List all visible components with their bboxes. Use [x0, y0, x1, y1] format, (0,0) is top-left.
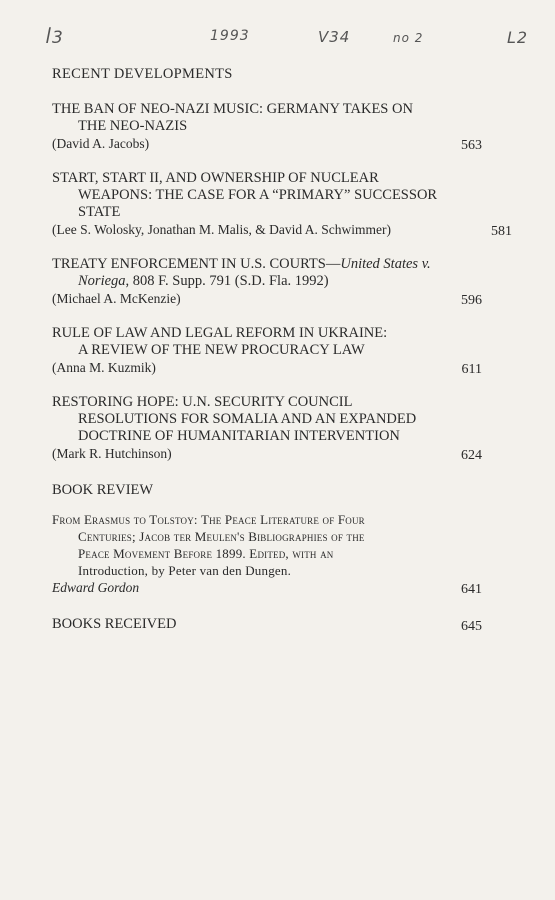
entry-author: (Michael A. McKenzie) — [52, 291, 181, 306]
handwritten-mark-5: L2 — [507, 28, 529, 47]
entry-author: (Anna M. Kuzmik) — [52, 360, 156, 375]
entry-title: THE BAN OF NEO-NAZI MUSIC: GERMANY TAKES ON THE NEO-NAZIS — [52, 101, 413, 134]
entry-title: TREATY ENFORCEMENT IN U.S. COURTS—United States v. Noriega, 808 F. Supp. 791 (S.D. Fla. 1992) — [52, 256, 431, 289]
entry-page-number: 641 — [461, 582, 482, 597]
entry-title: RESTORING HOPE: U.N. SECURITY COUNCIL RESOLUTIONS FOR SOMALIA AND AN EXPANDED DOCTRINE OF HUMANITARIAN INTERVENTION — [52, 394, 417, 444]
toc-entry — [52, 170, 512, 239]
toc-entry — [52, 256, 482, 307]
entry-page-number: 596 — [461, 293, 482, 308]
entry-author: (Mark R. Hutchinson) — [52, 446, 172, 461]
entry-title: START, START II, AND OWNERSHIP OF NUCLEAR WEAPONS: THE CASE FOR A “PRIMARY” SUCCESSOR STATE — [52, 170, 438, 220]
section-heading-recent-developments: RECENT DEVELOPMENTS — [52, 66, 233, 82]
entry-author: (Lee S. Wolosky, Jonathan M. Malis, & David A. Schwimmer) — [52, 222, 392, 237]
handwritten-mark-volume: V34 — [318, 28, 351, 46]
entry-page-number: 624 — [461, 448, 482, 463]
handwritten-mark-number: no 2 — [393, 31, 424, 45]
table-of-contents — [52, 66, 512, 649]
entry-page-number: 563 — [461, 138, 482, 153]
section-heading-book-review: BOOK REVIEW — [52, 482, 154, 498]
review-title: From Erasmus to Tolstoy: The Peace Literature of Four Centuries; Jacob ter Meulen's Bibliographies of the Peace Movement Before 1899. Edited, with an Introduction, by Peter van den Dungen. — [52, 512, 365, 578]
toc-entry — [52, 394, 482, 462]
entry-author: (David A. Jacobs) — [52, 136, 150, 151]
toc-entry-books-received — [52, 616, 482, 633]
toc-entry — [52, 101, 482, 152]
handwritten-mark-1: ꟾ3 — [46, 28, 64, 48]
entry-page-number: 645 — [461, 619, 482, 634]
entry-page-number: 581 — [491, 224, 512, 239]
toc-entry-book-review — [52, 511, 482, 596]
entry-page-number: 611 — [461, 362, 482, 377]
toc-entry — [52, 325, 482, 376]
books-received-label: BOOKS RECEIVED — [52, 616, 177, 632]
handwritten-mark-year: 1993 — [210, 28, 250, 44]
entry-title: RULE OF LAW AND LEGAL REFORM IN UKRAINE: A REVIEW OF THE NEW PROCURACY LAW — [52, 325, 388, 358]
review-author: Edward Gordon — [52, 580, 140, 595]
